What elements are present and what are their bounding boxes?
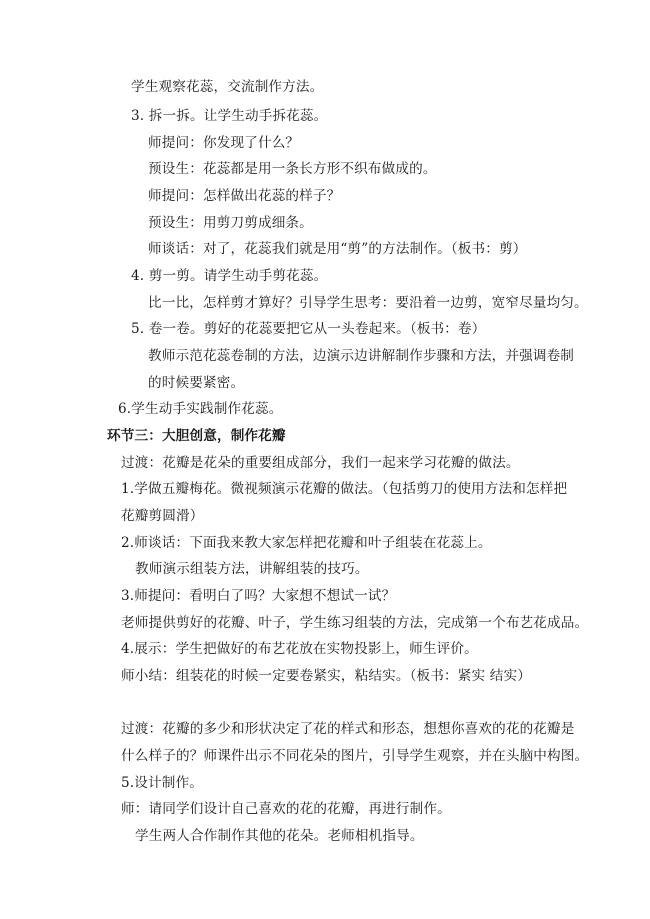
text-line: 3.师提问：看明白了吗？大家想不想试一试？ [121,588,396,604]
text-line: 师小结：组装花的时候一定要卷紧实，粘结实。（板书：紧实 结实） [121,668,531,684]
text-line: 3. 拆一拆。让学生动手拆花蕊。 [131,108,328,124]
text-line: 过渡：花瓣是花朵的重要组成部分，我们一起来学习花瓣的做法。 [121,455,520,471]
text-line: 花瓣剪圆滑） [121,508,204,524]
section-heading: 环节三：大胆创意，制作花瓣 [107,428,286,444]
text-line: 5.设计制作。 [121,775,203,791]
text-line: 预设生：用剪刀剪成细条。 [148,215,313,231]
text-line: 教师演示组装方法，讲解组装的技巧。 [135,561,369,577]
text-line: 的时候要紧密。 [148,375,245,391]
text-line: 比一比，怎样剪才算好？引导学生思考：要沿着一边剪，宽窄尽量均匀。 [148,295,588,311]
text-line: 预设生：花蕊都是用一条长方形不织布做成的。 [148,161,437,177]
text-line: 师谈话：对了，花蕊我们就是用“剪”的方法制作。（板书：剪） [148,241,527,257]
text-line: 老师提供剪好的花瓣、叶子，学生练习组装的方法，完成第一个布艺花成品。 [121,615,589,631]
text-line: 什么样子的？师课件出示不同花朵的图片，引导学生观察，并在头脑中构图。 [121,748,589,764]
text-line: 过渡：花瓣的多少和形状决定了花的样式和形态，想想你喜欢的花的花瓣是 [121,721,575,737]
text-line: 师提问：你发现了什么？ [148,135,300,151]
text-line: 6.学生动手实践制作花蕊。 [118,401,283,417]
text-line: 学生观察花蕊，交流制作方法。 [131,79,324,95]
text-line: 学生两人合作制作其他的花朵。老师相机指导。 [135,828,424,844]
text-line: 1.学做五瓣梅花。微视频演示花瓣的做法。（包括剪刀的使用方法和怎样把 [121,481,568,497]
text-line: 4. 剪一剪。请学生动手剪花蕊。 [131,268,328,284]
text-line: 教师示范花蕊卷制的方法，边演示边讲解制作步骤和方法，并强调卷制 [148,348,575,364]
text-line: 师提问：怎样做出花蕊的样子？ [148,188,341,204]
text-line: 4.展示：学生把做好的布艺花放在实物投影上，师生评价。 [121,641,478,657]
text-line: 5. 卷一卷。剪好的花蕊要把它从一头卷起来。（板书：卷） [131,321,486,337]
text-line: 师：请同学们设计自己喜欢的花的花瓣，再进行制作。 [121,801,451,817]
text-line: 2.师谈话：下面我来教大家怎样把花瓣和叶子组装在花蕊上。 [121,535,492,551]
